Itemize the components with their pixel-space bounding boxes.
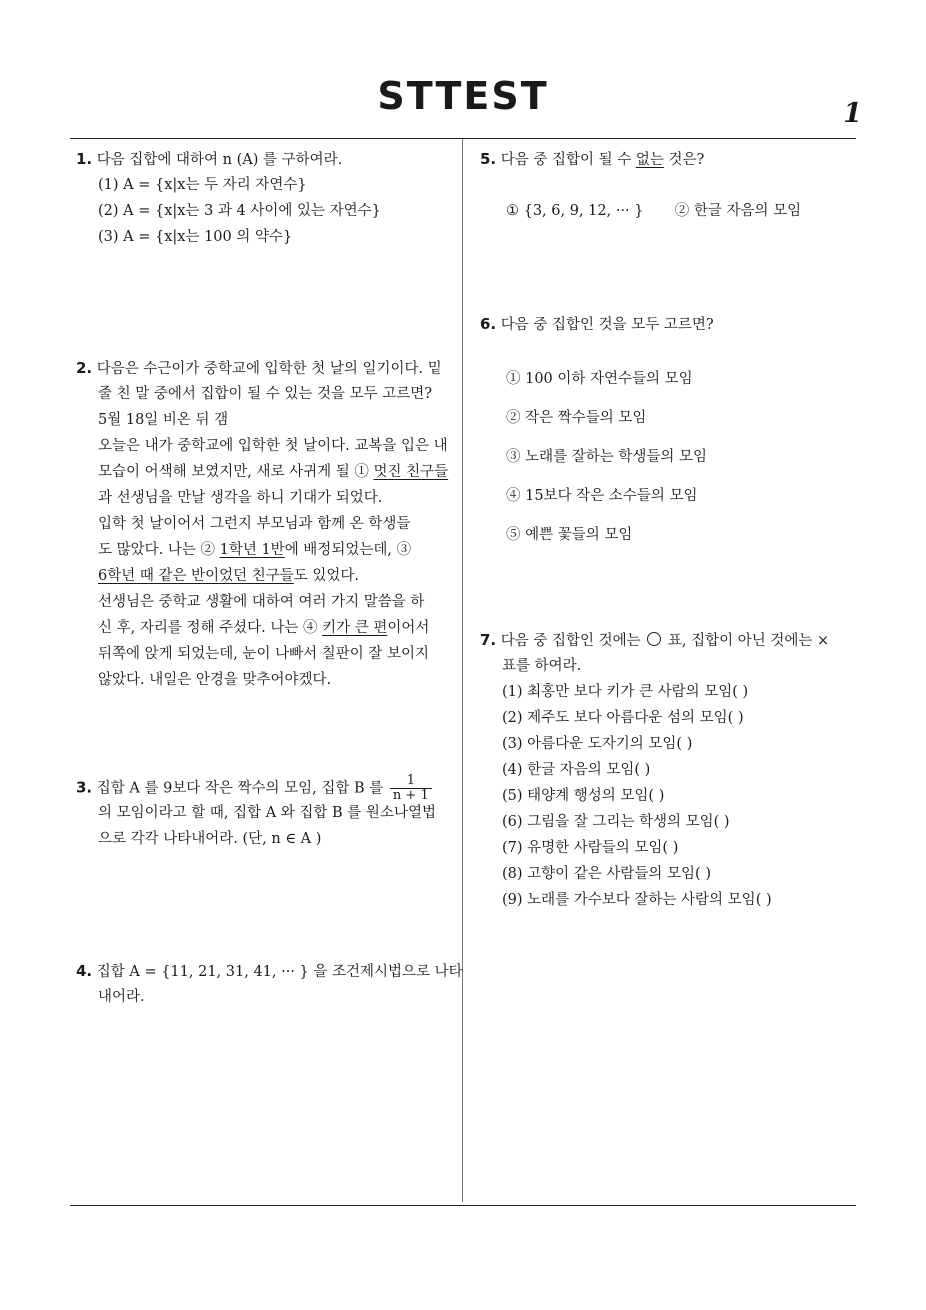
choice-1: ① {3, 6, 9, 12, ··· } bbox=[506, 203, 644, 219]
sub-item: (2) 제주도 보다 아름다운 섬의 모임( ) bbox=[502, 710, 744, 726]
diary-text bbox=[76, 563, 448, 589]
sub-item: (3) A = {x|x는 100 의 약수} bbox=[98, 229, 293, 245]
choice-item: ② 작은 짝수들의 모임 bbox=[506, 410, 647, 426]
question-text: 줄 친 말 중에서 집합이 될 수 있는 것을 모두 고르면? bbox=[98, 386, 433, 402]
question-prompt: 다음 중 집합인 것을 모두 고르면? bbox=[500, 317, 714, 333]
question-text: 의 모임이라고 할 때, 집합 A 와 집합 B 를 원소나열법 bbox=[98, 805, 436, 821]
question-4 bbox=[76, 958, 463, 1010]
fraction-denominator: n + 1 bbox=[392, 788, 429, 803]
question-text-segment: 것은? bbox=[663, 152, 705, 168]
sub-item: (1) 최홍만 보다 키가 큰 사람의 모임( ) bbox=[502, 684, 749, 700]
fraction-numerator: 1 bbox=[390, 774, 432, 789]
sub-item: (3) 아름다운 도자기의 모임( ) bbox=[502, 736, 693, 752]
question-number: 4. bbox=[76, 962, 93, 980]
diary-text-segment: 에 배정되었는데, ③ bbox=[284, 542, 412, 558]
diary-text: 오늘은 내가 중학교에 입학한 첫 날이다. 교복을 입은 내 bbox=[98, 438, 448, 454]
diary-text bbox=[76, 537, 448, 563]
question-text: 으로 각각 나타내어라. (단, n ∈ A ) bbox=[98, 831, 322, 847]
diary-text-segment: 이어서 bbox=[387, 620, 430, 636]
diary-text-segment: 도 있었다. bbox=[293, 568, 359, 584]
choice-2: ② 한글 자음의 모임 bbox=[674, 203, 802, 219]
underlined-phrase: 1학년 1반 bbox=[219, 542, 285, 558]
question-prompt: 다음 집합에 대하여 n (A) 를 구하여라. bbox=[96, 152, 343, 168]
question-number: 3. bbox=[76, 778, 93, 797]
diary-text-segment: 신 후, 자리를 정해 주셨다. 나는 ④ bbox=[98, 620, 323, 636]
question-number: 5. bbox=[480, 150, 497, 168]
column-divider bbox=[462, 139, 463, 1202]
diary-date: 5월 18일 비온 뒤 갬 bbox=[98, 412, 229, 428]
choice-item: ④ 15보다 작은 소수들의 모임 bbox=[506, 488, 698, 504]
question-text: 집합 A 를 9보다 작은 짝수의 모임, 집합 B 를 bbox=[96, 780, 384, 797]
diary-text: 않았다. 내일은 안경을 맞추어야겠다. bbox=[98, 672, 332, 688]
choice-item: ③ 노래를 잘하는 학생들의 모임 bbox=[506, 449, 708, 465]
sub-item: (1) A = {x|x는 두 자리 자연수} bbox=[98, 177, 307, 193]
sub-item: (2) A = {x|x는 3 과 4 사이에 있는 자연수} bbox=[98, 203, 381, 219]
question-number: 6. bbox=[480, 315, 497, 333]
question-text: 집합 A = {11, 21, 31, 41, ··· } 을 조건제시법으로 나타 bbox=[96, 964, 463, 980]
underlined-phrase: 키가 큰 편 bbox=[322, 620, 388, 636]
diary-text: 입학 첫 날이어서 그런지 부모님과 함께 온 학생들 bbox=[98, 516, 411, 532]
sub-item: (6) 그림을 잘 그리는 학생의 모임( ) bbox=[502, 814, 730, 830]
q5-choices bbox=[506, 198, 801, 224]
question-2 bbox=[76, 355, 448, 693]
question-number: 7. bbox=[480, 631, 497, 649]
question-6 bbox=[480, 311, 714, 337]
sub-item: (4) 한글 자음의 모임( ) bbox=[502, 762, 651, 778]
sub-item: (5) 태양계 행성의 모임( ) bbox=[502, 788, 665, 804]
q6-choices bbox=[506, 360, 707, 555]
sub-item: (9) 노래를 가수보다 잘하는 사람의 모임( ) bbox=[502, 892, 772, 908]
question-text: 다음은 수근이가 중학교에 입학한 첫 날의 일기이다. 밑 bbox=[96, 361, 442, 377]
question-number: 1. bbox=[76, 150, 93, 168]
diary-text-segment: 도 많았다. 나는 ② bbox=[98, 542, 220, 558]
question-text-segment: 표, 집합이 아닌 것에는 × bbox=[667, 633, 830, 649]
question-number: 2. bbox=[76, 359, 93, 377]
question-3 bbox=[76, 774, 436, 852]
diary-text: 과 선생님을 만날 생각을 하니 기대가 되었다. bbox=[98, 490, 383, 506]
bottom-rule bbox=[70, 1205, 856, 1206]
page-number: 1 bbox=[843, 98, 862, 129]
question-1 bbox=[76, 146, 381, 250]
question-7 bbox=[480, 627, 829, 913]
sub-item: (8) 고향이 같은 사람들의 모임( ) bbox=[502, 866, 711, 882]
underlined-phrase: 없는 bbox=[635, 152, 664, 168]
question-text: 내어라. bbox=[98, 989, 145, 1005]
circle-mark-icon bbox=[647, 632, 661, 646]
underlined-phrase: 멋진 친구들 bbox=[373, 464, 449, 480]
underlined-phrase: 6학년 때 같은 반이었던 친구들 bbox=[98, 568, 294, 584]
diary-text bbox=[76, 459, 448, 485]
page-title: STTEST bbox=[377, 74, 549, 118]
diary-text: 뒤쪽에 앉게 되었는데, 눈이 나빠서 칠판이 잘 보이지 bbox=[98, 646, 430, 662]
question-text-segment: 다음 중 집합이 될 수 bbox=[500, 152, 636, 168]
question-text: 표를 하여라. bbox=[502, 658, 582, 674]
question-5 bbox=[480, 146, 704, 172]
diary-text-segment: 모습이 어색해 보였지만, 새로 사귀게 될 ① bbox=[98, 464, 374, 480]
sub-item: (7) 유명한 사람들의 모임( ) bbox=[502, 840, 679, 856]
diary-text: 선생님은 중학교 생활에 대하여 여러 가지 말씀을 하 bbox=[98, 594, 425, 610]
top-rule bbox=[70, 138, 856, 139]
question-text-segment: 다음 중 집합인 것에는 bbox=[500, 633, 641, 649]
choice-item: ① 100 이하 자연수들의 모임 bbox=[506, 371, 693, 387]
choice-item: ⑤ 예쁜 꽃들의 모임 bbox=[506, 527, 633, 543]
diary-text bbox=[76, 615, 448, 641]
fraction bbox=[390, 774, 432, 803]
